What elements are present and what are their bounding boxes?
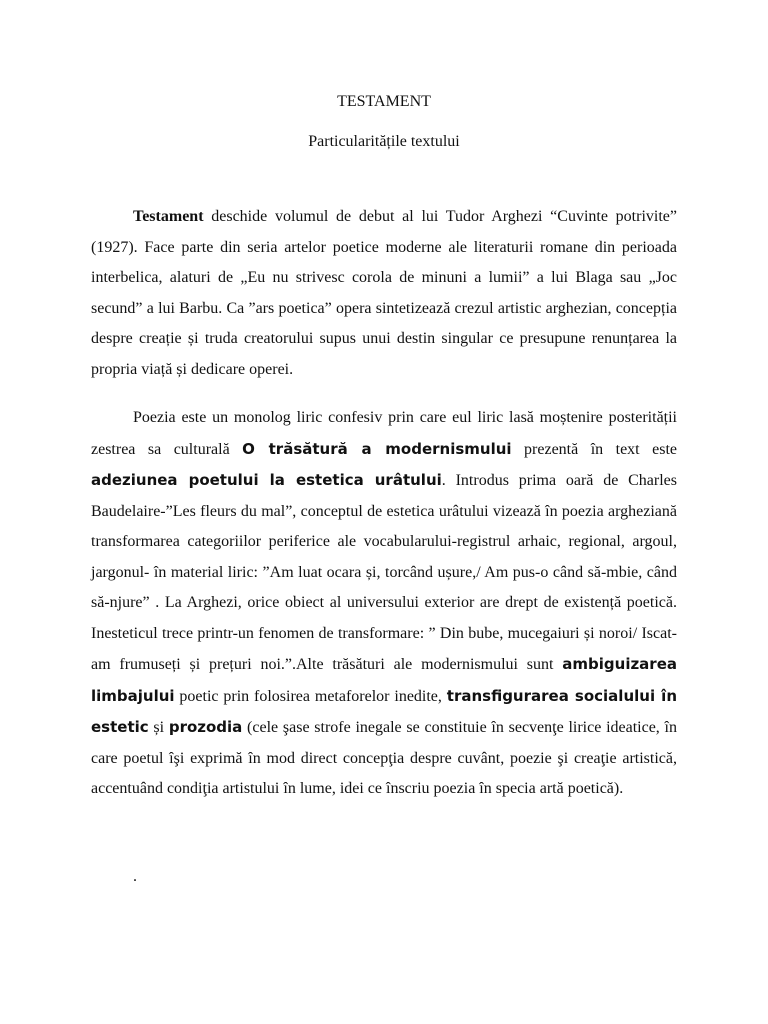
paragraph-2-text-3: . Introdus prima oară de Charles Baudelaire-”Les fleurs du mal”, conceptul de estetica urâtului vizează în poezia argheziană transformarea categoriilor periferice ale vocabularului-registrul arhaic, regional, argoul, jargonul- în material liric: ”Am luat ocara și, torcând ușure,/ Am pus-o când să-mbie, când să-njure” . La Arghezi, orice obiect al universului exterior are drept de existență poetică. Inesteticul trece printr-un fenomen de transformare: ” Din bube, mucegaiuri și noroi/ Iscat-am frumuseți și prețuri noi.”.Alte trăsături ale modernismului sunt	[91, 472, 677, 673]
paragraph-2-text-4: poetic prin folosirea metaforelor inedite,	[174, 687, 447, 705]
trailing-dot: .	[133, 868, 137, 885]
bold-phrase-prosody: prozodia	[168, 718, 243, 736]
bold-term-testament: Testament	[133, 208, 204, 225]
document-body	[91, 202, 677, 805]
bold-phrase-language-ambiguity: ambiguizarea limbajului	[91, 655, 677, 705]
bold-phrase-social-transfiguration: transfigurarea socialului în estetic	[91, 686, 677, 736]
paragraph-2-text-5: și	[148, 719, 169, 736]
paragraph-1-text: deschide volumul de debut al lui Tudor Arghezi “Cuvinte potrivite” (1927). Face parte din seria artelor poetice moderne ale literaturii romane din perioada interbelica, alaturi de „Eu nu strivesc corola de minuni a lumii” a lui Blaga sau „Joc secund” a lui Barbu. Ca ”ars poetica” opera sintetizează crezul artistic arghezian, concepția despre creație și truda creatorului supus unui destin singular ce presupune renunțarea la propria viață și dedicare operei.	[91, 208, 677, 378]
paragraph-2-text-6: (cele şase strofe inegale se constituie în secvenţe lirice ideatice, în care poetul îşi exprimă în mod direct concepţia despre cuvânt, poezie şi creaţie artistică, accentuând condiţia artistului în lume, idei ce înscriu poezia în specia artă poetică).	[91, 719, 677, 797]
paragraph-2-text-1: Poezia este un monolog liric confesiv prin care eul liric lasă moștenire posterității zestrea sa culturală	[91, 409, 677, 458]
paragraph-2-text-2: prezentă în text este	[511, 440, 677, 458]
bold-phrase-aesthetics-of-ugliness: adeziunea poetului la estetica urâtului	[91, 471, 442, 489]
paragraph-2	[91, 403, 677, 805]
document-title: TESTAMENT	[337, 93, 431, 110]
bold-phrase-modernism-trait: O trăsătură a modernismului	[242, 439, 512, 458]
document-subtitle: Particularitățile textului	[308, 133, 460, 150]
paragraph-1	[91, 202, 677, 385]
